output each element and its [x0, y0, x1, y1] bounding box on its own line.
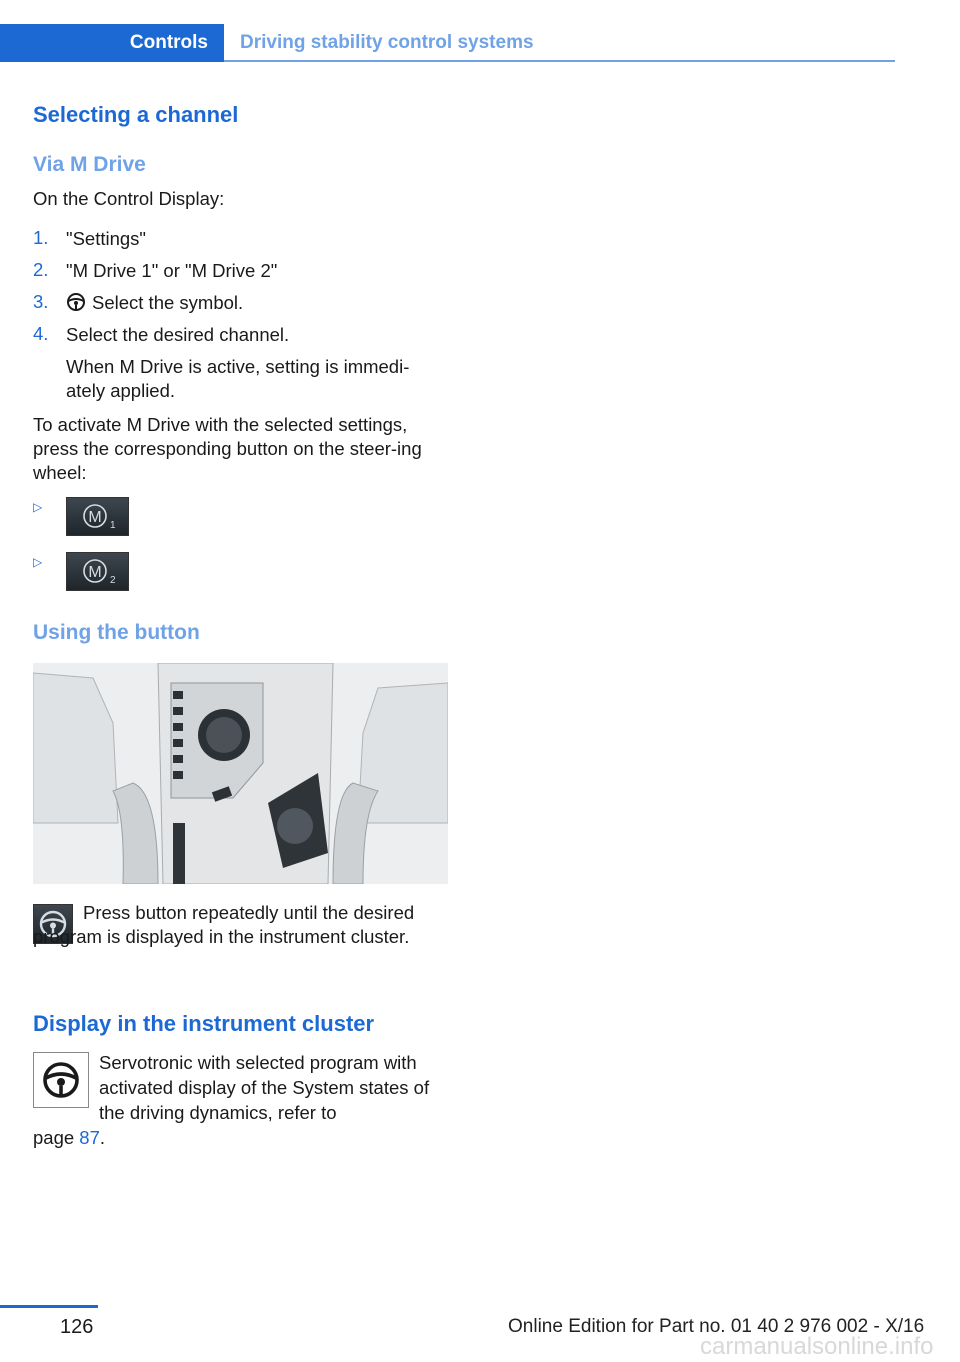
step-text: Select the symbol.	[92, 292, 244, 313]
edition-text: Online Edition for Part no. 01 40 2 976 002 - X/16	[508, 1316, 925, 1337]
section-title-display-cluster: Display in the instrument cluster	[33, 1011, 375, 1036]
step-number: 4.	[33, 323, 49, 344]
section-title-selecting-channel: Selecting a channel	[33, 102, 239, 127]
page-reference-suffix: .	[99, 1127, 106, 1148]
m1-button-image	[66, 497, 129, 536]
step-text: "Settings"	[66, 228, 146, 249]
watermark: carmanualsonline.info	[700, 1333, 934, 1360]
step-text: Select the desired channel.	[66, 324, 290, 345]
header-rule	[224, 60, 895, 62]
page-link[interactable]: 87	[79, 1127, 100, 1148]
step-3-row	[66, 291, 451, 318]
steering-wheel-icon	[66, 292, 86, 318]
center-console-illustration	[33, 663, 448, 884]
subsection-title-using-button: Using the button	[33, 621, 200, 644]
step-text: "M Drive 1" or "M Drive 2"	[66, 260, 278, 281]
page-reference	[33, 1126, 453, 1150]
footer-rule	[0, 1305, 98, 1308]
step-number: 1.	[33, 227, 49, 248]
steering-wheel-icon	[41, 1060, 81, 1100]
display-text: Servotronic with selected program with activated display of the System states of the driving dynamics, refer to	[99, 1052, 430, 1123]
servotronic-display-image	[33, 1052, 89, 1108]
step-number: 3.	[33, 291, 49, 312]
m1-button-letter: M	[87, 508, 102, 526]
bullet-triangle-icon: ▷	[33, 555, 43, 569]
activate-text: To activate M Drive with the selected settings, press the corresponding button on the steer‐ing wheel:	[33, 414, 422, 483]
intro-text: On the Control Display:	[33, 188, 225, 209]
m1-button-sub: 1	[109, 519, 116, 531]
step-4-note: When M Drive is active, setting is immedi‐ately applied.	[66, 356, 410, 401]
using-button-text: Press button repeatedly until the desired program is displayed in the instrument cluster.	[33, 902, 415, 947]
m2-button-image	[66, 552, 129, 591]
page-reference-prefix: page	[33, 1127, 75, 1148]
m2-button-letter: M	[87, 563, 102, 581]
page-header	[0, 24, 895, 62]
step-number: 2.	[33, 259, 49, 280]
header-chapter-title[interactable]: Driving stability control systems	[240, 32, 534, 53]
m2-button-sub: 2	[109, 574, 116, 586]
header-section-tab[interactable]: Controls	[0, 24, 224, 62]
bullet-triangle-icon: ▷	[33, 500, 43, 514]
page-number: 126	[60, 1316, 94, 1338]
subsection-title-via-m-drive: Via M Drive	[33, 153, 146, 176]
